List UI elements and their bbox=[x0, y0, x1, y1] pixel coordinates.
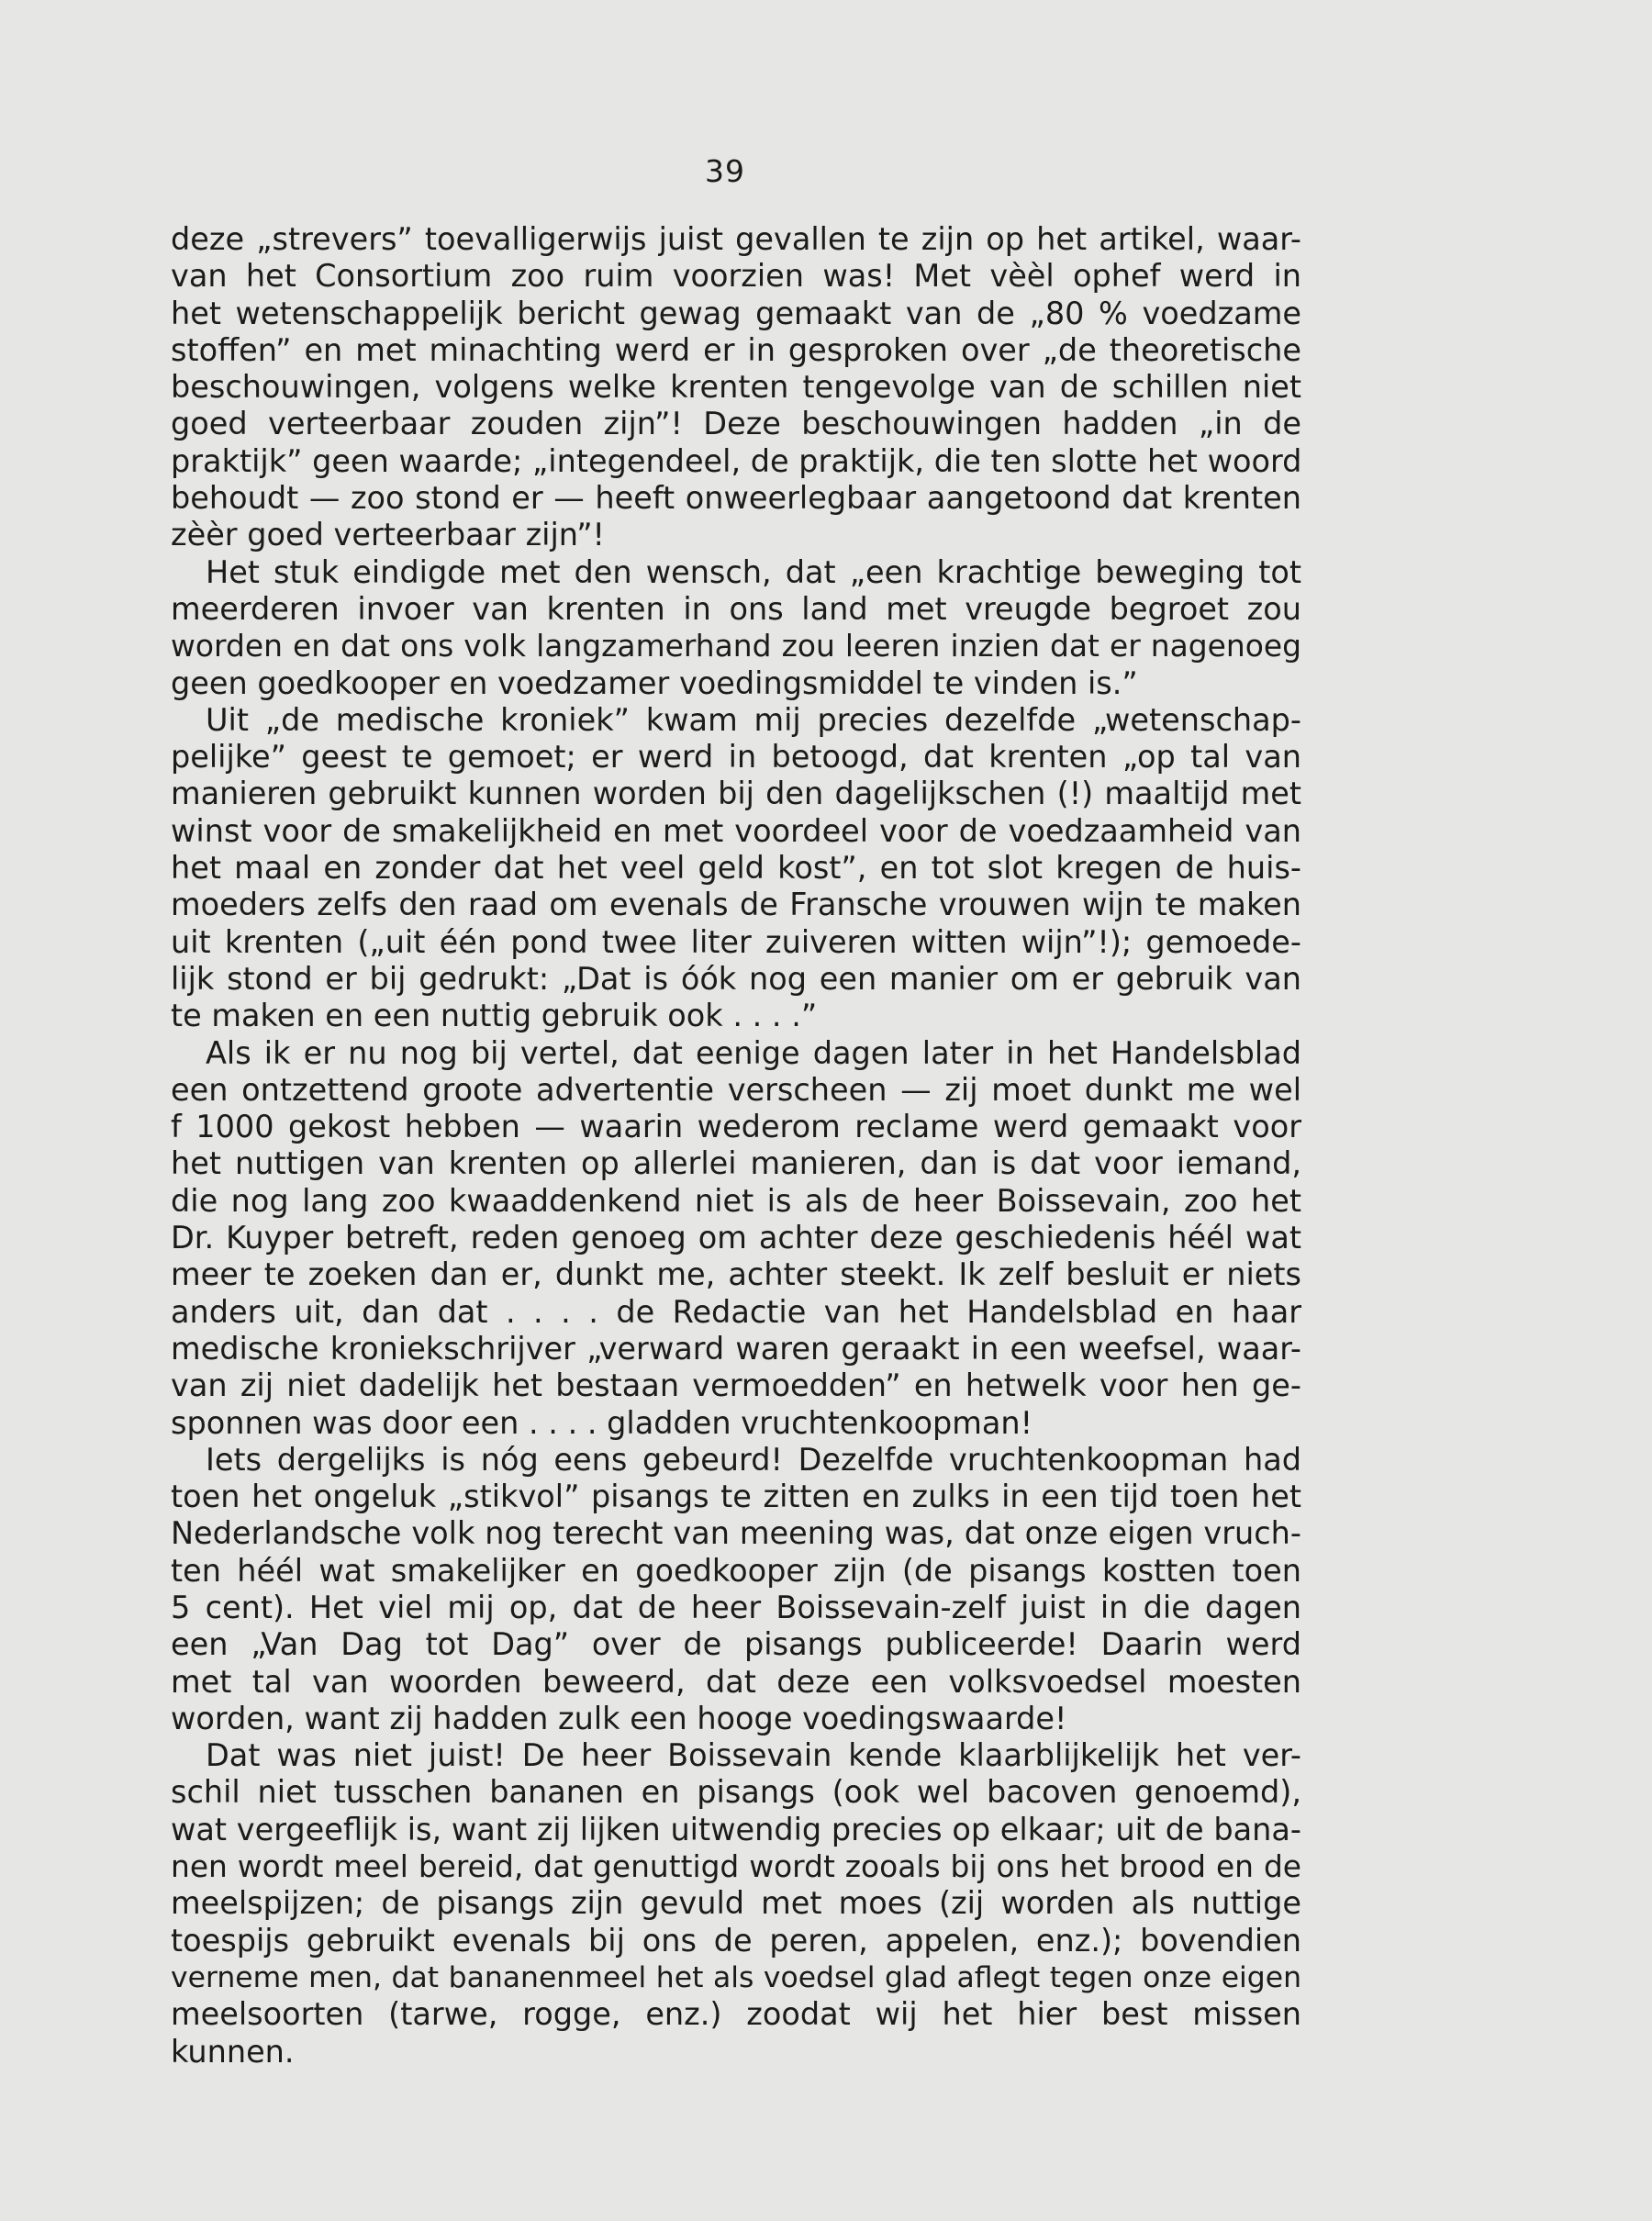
text-line bbox=[171, 813, 1301, 850]
text-line bbox=[171, 517, 1301, 553]
text-line bbox=[171, 480, 1301, 517]
text-line-content: zèèr goed verteerbaar zijn”! bbox=[171, 517, 605, 553]
text-line-content: behoudt — zoo stond er — heeft onweerlegbaar aangetoond dat krenten bbox=[171, 480, 1301, 517]
body-text bbox=[171, 221, 1301, 2070]
text-line bbox=[171, 1479, 1301, 1515]
text-line bbox=[171, 2034, 1301, 2070]
text-line bbox=[171, 961, 1301, 998]
text-line-content: Uit „de medische kroniek” kwam mij precies dezelfde „wetenschap- bbox=[206, 701, 1301, 738]
text-line bbox=[171, 998, 1301, 1034]
text-line-content: meer te zoeken dan er, dunkt me, achter steekt. Ik zelf besluit er niets bbox=[171, 1256, 1301, 1293]
text-line-content: een „Van Dag tot Dag” over de pisangs publiceerde! Daarin werd bbox=[171, 1626, 1301, 1663]
text-line bbox=[171, 628, 1301, 664]
text-line bbox=[171, 1035, 1301, 1072]
text-line-content: Dat was niet juist! De heer Boissevain kende klaarblijkelijk het ver- bbox=[206, 1737, 1301, 1774]
text-line-content: 5 cent). Het viel mij op, dat de heer Boissevain-zelf juist in die dagen bbox=[171, 1589, 1301, 1625]
text-line-content: van zij niet dadelijk het bestaan vermoedden” en hetwelk voor hen ge- bbox=[171, 1367, 1301, 1404]
text-line bbox=[171, 1553, 1301, 1590]
text-line-content: goed verteerbaar zouden zijn”! Deze beschouwingen hadden „in de bbox=[171, 406, 1301, 442]
text-line bbox=[171, 1145, 1301, 1182]
text-line bbox=[171, 1515, 1301, 1552]
text-line bbox=[171, 443, 1301, 480]
text-line-content: Het stuk eindigde met den wensch, dat „een krachtige beweging tot bbox=[206, 553, 1301, 590]
text-line-content: van het Consortium zoo ruim voorzien was! Met vèèl ophef werd in bbox=[171, 258, 1301, 295]
text-line-content: worden, want zij hadden zulk een hooge voedingswaarde! bbox=[171, 1700, 1067, 1736]
text-line-content: praktijk” geen waarde; „integendeel, de praktijk, die ten slotte het woord bbox=[171, 442, 1301, 479]
text-line bbox=[171, 1405, 1301, 1442]
text-line bbox=[171, 887, 1301, 923]
text-line-content: kunnen. bbox=[171, 2033, 295, 2070]
text-line bbox=[171, 221, 1301, 258]
text-line bbox=[171, 1294, 1301, 1331]
text-line-content: met tal van woorden beweerd, dat deze een volksvoedsel moesten bbox=[171, 1663, 1301, 1700]
text-line-content: anders uit, dan dat . . . . de Redactie van het Handelsblad en haar bbox=[171, 1293, 1301, 1330]
text-line bbox=[171, 1072, 1301, 1109]
text-line bbox=[171, 924, 1301, 961]
text-line bbox=[171, 332, 1301, 369]
text-line-content: toen het ongeluk „stikvol” pisangs te zitten en zulks in een tijd toen het bbox=[171, 1479, 1301, 1515]
text-line bbox=[171, 1996, 1301, 2033]
text-line-content: worden en dat ons volk langzamerhand zou leeren inzien dat er nagenoeg bbox=[171, 628, 1301, 664]
text-line-content: het wetenschappelijk bericht gewag gemaakt van de „80 % voedzame bbox=[171, 295, 1301, 331]
text-line bbox=[171, 369, 1301, 406]
text-line-content: geen goedkooper en voedzamer voedingsmiddel te vinden is.” bbox=[171, 664, 1138, 701]
text-line bbox=[171, 591, 1301, 628]
text-line bbox=[171, 296, 1301, 332]
text-line-content: stoffen” en met minachting werd er in gesproken over „de theoretische bbox=[171, 331, 1301, 368]
text-line-content: Als ik er nu nog bij vertel, dat eenige dagen later in het Handelsblad bbox=[206, 1034, 1301, 1071]
text-line bbox=[171, 1109, 1301, 1145]
text-line-content: Nederlandsche volk nog terecht van meening was, dat onze eigen vruch- bbox=[171, 1515, 1301, 1552]
text-line bbox=[171, 1256, 1301, 1293]
text-line-content: winst voor de smakelijkheid en met voordeel voor de voedzaamheid van bbox=[171, 812, 1301, 849]
text-line-content: die nog lang zoo kwaaddenkend niet is als de heer Boissevain, zoo het bbox=[171, 1182, 1301, 1219]
text-line-content: f 1000 gekost hebben — waarin wederom reclame werd gemaakt voor bbox=[171, 1109, 1301, 1145]
text-line bbox=[171, 1664, 1301, 1701]
text-line bbox=[171, 1220, 1301, 1256]
text-line-content: meerderen invoer van krenten in ons land met vreugde begroet zou bbox=[171, 590, 1301, 627]
text-line-content: beschouwingen, volgens welke krenten tengevolge van de schillen niet bbox=[171, 369, 1301, 406]
text-line-content: het maal en zonder dat het veel geld kost”, en tot slot kregen de huis- bbox=[171, 850, 1301, 887]
text-line bbox=[171, 1923, 1301, 1959]
page-number: 39 bbox=[705, 153, 745, 189]
text-line bbox=[171, 1626, 1301, 1663]
text-line-content: lijk stond er bij gedrukt: „Dat is óók nog een manier om er gebruik van bbox=[171, 960, 1301, 997]
text-line bbox=[171, 1367, 1301, 1404]
text-line bbox=[171, 1701, 1301, 1737]
text-line-content: een ontzettend groote advertentie verscheen — zij moet dunkt me wel bbox=[171, 1071, 1301, 1108]
text-line-content: moeders zelfs den raad om evenals de Fransche vrouwen wijn te maken bbox=[171, 887, 1301, 923]
text-line-content: uit krenten („uit één pond twee liter zuiveren witten wijn”!); gemoede- bbox=[171, 923, 1301, 960]
text-line bbox=[171, 1442, 1301, 1479]
text-line-content: wat vergeeflijk is, want zij lijken uitwendig precies op elkaar; uit de bana- bbox=[171, 1811, 1301, 1847]
text-line bbox=[171, 554, 1301, 591]
text-line-content: manieren gebruikt kunnen worden bij den dagelijkschen (!) maaltijd met bbox=[171, 776, 1301, 812]
text-line bbox=[171, 1848, 1301, 1885]
text-line bbox=[171, 702, 1301, 739]
text-line-content: medische kroniekschrijver „verward waren geraakt in een weefsel, waar- bbox=[171, 1330, 1301, 1367]
text-line-content: nen wordt meel bereid, dat genuttigd wordt zooals bij ons het brood en de bbox=[171, 1849, 1301, 1885]
text-line bbox=[171, 1774, 1301, 1811]
text-line-content: schil niet tusschen bananen en pisangs (ook wel bacoven genoemd), bbox=[171, 1774, 1301, 1811]
text-line-content: Dr. Kuyper betreft, reden genoeg om achter deze geschiedenis héél wat bbox=[171, 1220, 1301, 1256]
text-line-content: meelspijzen; de pisangs zijn gevuld met moes (zij worden als nuttige bbox=[171, 1885, 1301, 1922]
text-line bbox=[171, 1183, 1301, 1220]
text-line-content: verneme men, dat bananenmeel het als voedsel glad aflegt tegen onze eigen bbox=[171, 1960, 1301, 1994]
text-line-content: toespijs gebruikt evenals bij ons de peren, appelen, enz.); bovendien bbox=[171, 1922, 1301, 1959]
text-line-content: sponnen was door een . . . . gladden vruchtenkoopman! bbox=[171, 1404, 1033, 1441]
text-line-content: pelijke” geest te gemoet; er werd in betoogd, dat krenten „op tal van bbox=[171, 739, 1301, 776]
text-line bbox=[171, 776, 1301, 812]
text-line bbox=[171, 1590, 1301, 1626]
text-line-content: ten héél wat smakelijker en goedkooper zijn (de pisangs kostten toen bbox=[171, 1552, 1301, 1589]
text-line bbox=[171, 850, 1301, 887]
text-line bbox=[171, 258, 1301, 295]
text-line-content: te maken en een nuttig gebruik ook . . . .” bbox=[171, 998, 818, 1034]
text-line bbox=[171, 1812, 1301, 1848]
text-line-content: deze „strevers” toevalligerwijs juist gevallen te zijn op het artikel, waar- bbox=[171, 221, 1301, 257]
text-line bbox=[171, 739, 1301, 776]
text-line-content: het nuttigen van krenten op allerlei manieren, dan is dat voor iemand, bbox=[171, 1145, 1301, 1182]
text-line-content: meelsoorten (tarwe, rogge, enz.) zoodat wij het hier best missen bbox=[171, 1996, 1301, 2033]
text-line bbox=[171, 1737, 1301, 1774]
text-line-content: Iets dergelijks is nóg eens gebeurd! Dezelfde vruchtenkoopman had bbox=[206, 1441, 1301, 1478]
text-line bbox=[171, 406, 1301, 442]
text-line bbox=[171, 1331, 1301, 1367]
text-line bbox=[171, 1885, 1301, 1922]
text-line bbox=[171, 1959, 1301, 1996]
text-line bbox=[171, 665, 1301, 702]
